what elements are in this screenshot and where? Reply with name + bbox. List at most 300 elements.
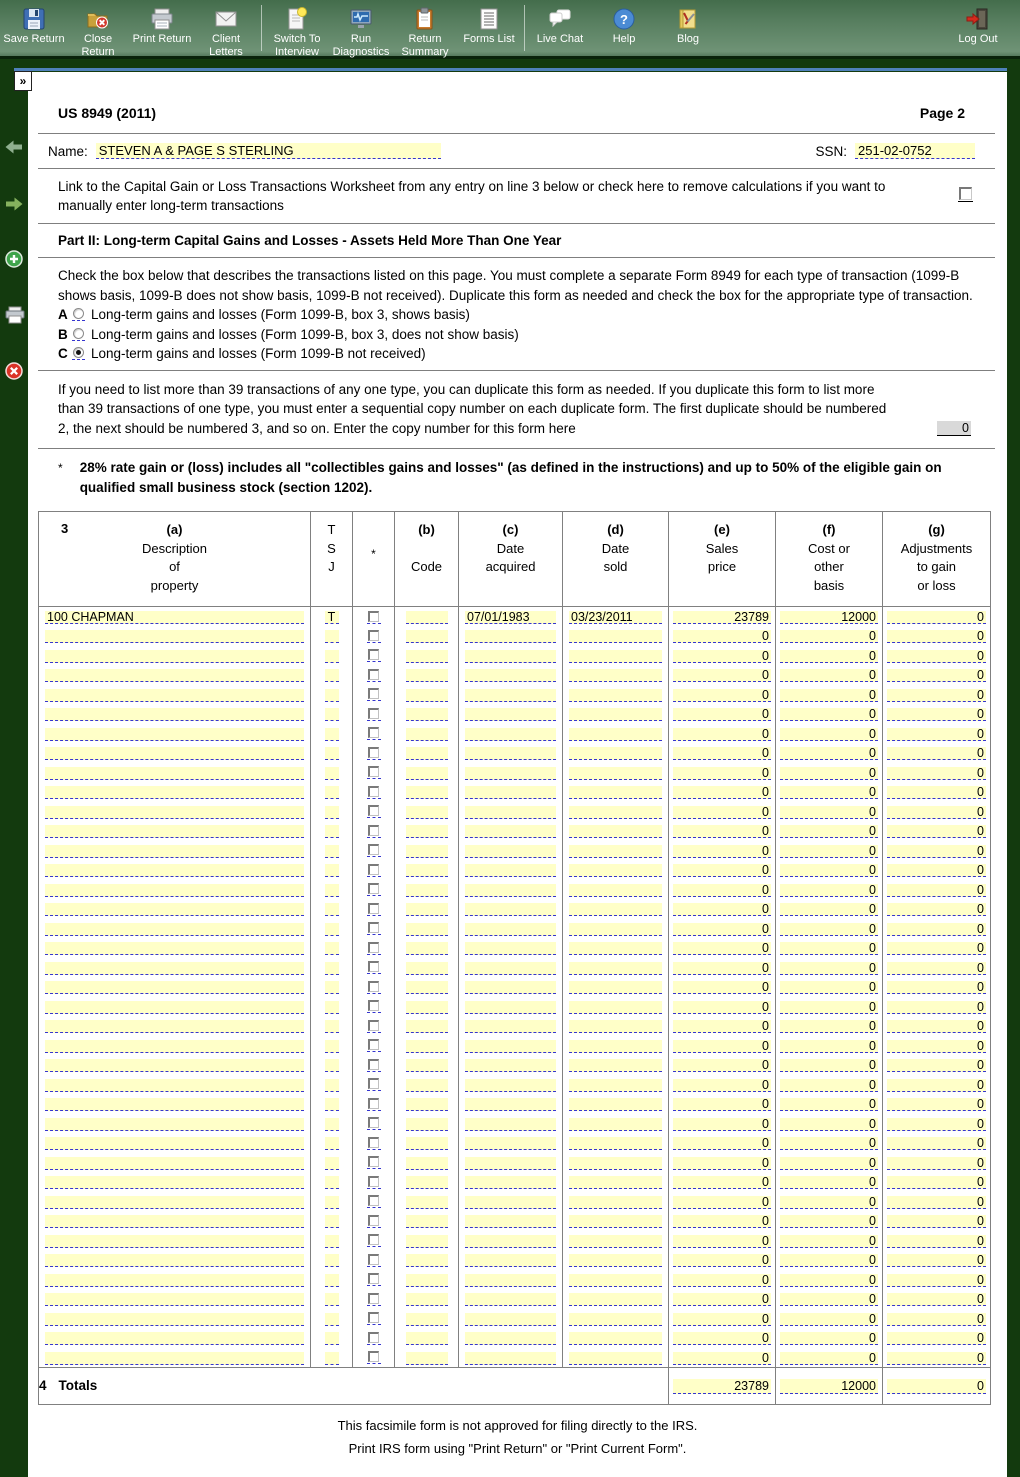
tsj-field[interactable]	[325, 1274, 339, 1287]
adjustments-field[interactable]: 0	[887, 942, 986, 955]
sales-price-field[interactable]: 0	[673, 767, 771, 780]
code-field[interactable]	[406, 650, 448, 663]
description-field[interactable]	[45, 630, 304, 643]
tsj-field[interactable]	[325, 786, 339, 799]
description-field[interactable]	[45, 786, 304, 799]
live-chat-button[interactable]	[528, 3, 592, 46]
sales-price-field[interactable]: 0	[673, 923, 771, 936]
code-field[interactable]	[406, 1176, 448, 1189]
cost-basis-field[interactable]: 0	[780, 1215, 878, 1228]
sales-price-field[interactable]: 0	[673, 1313, 771, 1326]
collectibles-star-checkbox[interactable]	[368, 1254, 379, 1265]
adjustments-field[interactable]: 0	[887, 786, 986, 799]
adjustments-field[interactable]: 0	[887, 923, 986, 936]
adjustments-field[interactable]: 0	[887, 806, 986, 819]
collectibles-star-checkbox[interactable]	[368, 1215, 379, 1226]
date-sold-field[interactable]	[569, 942, 662, 955]
collectibles-star-checkbox[interactable]	[368, 688, 379, 699]
date-acquired-field[interactable]	[465, 845, 556, 858]
tsj-field[interactable]	[325, 1118, 339, 1131]
back-arrow-icon[interactable]	[5, 140, 23, 159]
code-field[interactable]	[406, 630, 448, 643]
date-sold-field[interactable]	[569, 1274, 662, 1287]
code-field[interactable]	[406, 1274, 448, 1287]
cost-basis-field[interactable]: 0	[780, 786, 878, 799]
collectibles-star-checkbox[interactable]	[368, 669, 379, 680]
adjustments-field[interactable]: 0	[887, 884, 986, 897]
option-b-radio[interactable]	[72, 328, 85, 341]
cost-basis-field[interactable]: 0	[780, 1059, 878, 1072]
collectibles-star-checkbox[interactable]	[368, 825, 379, 836]
collectibles-star-checkbox[interactable]	[368, 1137, 379, 1148]
code-field[interactable]	[406, 923, 448, 936]
adjustments-field[interactable]: 0	[887, 1157, 986, 1170]
cost-basis-field[interactable]: 0	[780, 1098, 878, 1111]
tsj-field[interactable]	[325, 1254, 339, 1267]
cost-basis-field[interactable]: 0	[780, 1196, 878, 1209]
cost-basis-field[interactable]: 0	[780, 1293, 878, 1306]
description-field[interactable]	[45, 1332, 304, 1345]
adjustments-field[interactable]: 0	[887, 864, 986, 877]
description-field[interactable]	[45, 1313, 304, 1326]
date-acquired-field[interactable]	[465, 1254, 556, 1267]
collectibles-star-checkbox[interactable]	[368, 1332, 379, 1343]
date-acquired-field[interactable]	[465, 1274, 556, 1287]
switch-to-interview-button[interactable]	[265, 3, 329, 59]
sales-price-field[interactable]: 0	[673, 1118, 771, 1131]
description-field[interactable]	[45, 1118, 304, 1131]
cost-basis-field[interactable]: 0	[780, 747, 878, 760]
code-field[interactable]	[406, 1020, 448, 1033]
sales-price-field[interactable]: 0	[673, 806, 771, 819]
collectibles-star-checkbox[interactable]	[368, 727, 379, 738]
tsj-field[interactable]	[325, 1079, 339, 1092]
sales-price-field[interactable]: 0	[673, 1215, 771, 1228]
description-field[interactable]	[45, 1020, 304, 1033]
date-acquired-field[interactable]	[465, 1040, 556, 1053]
run-diagnostics-button[interactable]	[329, 3, 393, 59]
cost-basis-field[interactable]: 0	[780, 1332, 878, 1345]
adjustments-field[interactable]: 0	[887, 1098, 986, 1111]
collectibles-star-checkbox[interactable]	[368, 981, 379, 992]
date-sold-field[interactable]	[569, 1040, 662, 1053]
date-acquired-field[interactable]	[465, 923, 556, 936]
cost-basis-field[interactable]: 0	[780, 884, 878, 897]
code-field[interactable]	[406, 1001, 448, 1014]
manual-entry-checkbox[interactable]	[958, 187, 973, 202]
sales-price-field[interactable]: 0	[673, 1157, 771, 1170]
cost-basis-field[interactable]: 0	[780, 942, 878, 955]
date-sold-field[interactable]	[569, 689, 662, 702]
tsj-field[interactable]	[325, 1352, 339, 1365]
sales-price-field[interactable]: 0	[673, 1196, 771, 1209]
date-sold-field[interactable]	[569, 1332, 662, 1345]
date-acquired-field[interactable]	[465, 825, 556, 838]
cost-basis-field[interactable]: 0	[780, 1040, 878, 1053]
code-field[interactable]	[406, 708, 448, 721]
code-field[interactable]	[406, 942, 448, 955]
checkbox-box[interactable]	[959, 187, 972, 200]
sales-price-field[interactable]: 0	[673, 728, 771, 741]
sales-price-field[interactable]: 0	[673, 1176, 771, 1189]
code-field[interactable]	[406, 981, 448, 994]
tsj-field[interactable]: T	[325, 611, 339, 624]
collectibles-star-checkbox[interactable]	[368, 1020, 379, 1031]
date-acquired-field[interactable]	[465, 747, 556, 760]
sidebar-expander-tab[interactable]: »	[14, 71, 32, 91]
taxpayer-name-field[interactable]: STEVEN A & PAGE S STERLING	[96, 143, 441, 159]
tsj-field[interactable]	[325, 1040, 339, 1053]
description-field[interactable]	[45, 1274, 304, 1287]
cost-basis-field[interactable]: 0	[780, 1118, 878, 1131]
cost-basis-field[interactable]: 0	[780, 708, 878, 721]
tsj-field[interactable]	[325, 708, 339, 721]
tsj-field[interactable]	[325, 728, 339, 741]
description-field[interactable]	[45, 923, 304, 936]
cost-basis-field[interactable]: 0	[780, 1235, 878, 1248]
adjustments-field[interactable]: 0	[887, 728, 986, 741]
tsj-field[interactable]	[325, 1137, 339, 1150]
date-acquired-field[interactable]	[465, 1332, 556, 1345]
code-field[interactable]	[406, 1215, 448, 1228]
cost-basis-field[interactable]: 0	[780, 981, 878, 994]
sales-price-field[interactable]: 0	[673, 650, 771, 663]
tsj-field[interactable]	[325, 942, 339, 955]
description-field[interactable]	[45, 825, 304, 838]
collectibles-star-checkbox[interactable]	[368, 611, 379, 622]
adjustments-field[interactable]: 0	[887, 962, 986, 975]
date-acquired-field[interactable]	[465, 1118, 556, 1131]
collectibles-star-checkbox[interactable]	[368, 1234, 379, 1245]
tsj-field[interactable]	[325, 1235, 339, 1248]
description-field[interactable]	[45, 689, 304, 702]
tsj-field[interactable]	[325, 962, 339, 975]
sales-price-field[interactable]: 0	[673, 845, 771, 858]
collectibles-star-checkbox[interactable]	[368, 1117, 379, 1128]
code-field[interactable]	[406, 1196, 448, 1209]
date-sold-field[interactable]	[569, 1001, 662, 1014]
code-field[interactable]	[406, 728, 448, 741]
add-form-icon[interactable]	[5, 250, 23, 273]
date-acquired-field[interactable]	[465, 1001, 556, 1014]
cost-basis-field[interactable]: 0	[780, 728, 878, 741]
adjustments-field[interactable]: 0	[887, 1293, 986, 1306]
tsj-field[interactable]	[325, 1059, 339, 1072]
date-acquired-field[interactable]	[465, 1235, 556, 1248]
adjustments-field[interactable]: 0	[887, 825, 986, 838]
cost-basis-field[interactable]: 0	[780, 650, 878, 663]
cost-basis-field[interactable]: 0	[780, 767, 878, 780]
date-acquired-field[interactable]: 07/01/1983	[465, 611, 556, 624]
date-acquired-field[interactable]	[465, 864, 556, 877]
tsj-field[interactable]	[325, 1215, 339, 1228]
sales-price-field[interactable]: 0	[673, 825, 771, 838]
adjustments-field[interactable]: 0	[887, 1118, 986, 1131]
sales-price-field[interactable]: 0	[673, 942, 771, 955]
description-field[interactable]	[45, 1001, 304, 1014]
date-acquired-field[interactable]	[465, 1215, 556, 1228]
option-c-radio[interactable]	[72, 347, 85, 360]
adjustments-field[interactable]: 0	[887, 1176, 986, 1189]
option-a-radio[interactable]	[72, 308, 85, 321]
sales-price-field[interactable]: 0	[673, 962, 771, 975]
adjustments-field[interactable]: 0	[887, 1137, 986, 1150]
description-field[interactable]	[45, 728, 304, 741]
adjustments-field[interactable]: 0	[887, 845, 986, 858]
date-sold-field[interactable]	[569, 806, 662, 819]
description-field[interactable]	[45, 1235, 304, 1248]
date-sold-field[interactable]	[569, 864, 662, 877]
adjustments-field[interactable]: 0	[887, 1020, 986, 1033]
code-field[interactable]	[406, 903, 448, 916]
code-field[interactable]	[406, 1059, 448, 1072]
tsj-field[interactable]	[325, 1020, 339, 1033]
save-return-button[interactable]	[2, 3, 66, 46]
code-field[interactable]	[406, 1254, 448, 1267]
cost-basis-field[interactable]: 0	[780, 1274, 878, 1287]
description-field[interactable]	[45, 1176, 304, 1189]
description-field[interactable]	[45, 845, 304, 858]
code-field[interactable]	[406, 1235, 448, 1248]
date-acquired-field[interactable]	[465, 942, 556, 955]
description-field[interactable]	[45, 1137, 304, 1150]
code-field[interactable]	[406, 786, 448, 799]
date-sold-field[interactable]	[569, 1235, 662, 1248]
date-acquired-field[interactable]	[465, 1313, 556, 1326]
date-sold-field[interactable]	[569, 1254, 662, 1267]
sales-price-field[interactable]: 0	[673, 1001, 771, 1014]
collectibles-star-checkbox[interactable]	[368, 1078, 379, 1089]
collectibles-star-checkbox[interactable]	[368, 1195, 379, 1206]
adjustments-field[interactable]: 0	[887, 650, 986, 663]
adjustments-field[interactable]: 0	[887, 903, 986, 916]
description-field[interactable]	[45, 650, 304, 663]
tsj-field[interactable]	[325, 903, 339, 916]
description-field[interactable]	[45, 942, 304, 955]
forward-arrow-icon[interactable]	[5, 197, 23, 216]
log-out-button[interactable]	[946, 3, 1010, 46]
date-acquired-field[interactable]	[465, 1196, 556, 1209]
date-acquired-field[interactable]	[465, 650, 556, 663]
date-sold-field[interactable]	[569, 669, 662, 682]
collectibles-star-checkbox[interactable]	[368, 1273, 379, 1284]
print-return-button[interactable]	[130, 3, 194, 46]
description-field[interactable]	[45, 1059, 304, 1072]
cost-basis-field[interactable]: 12000	[780, 611, 878, 624]
adjustments-field[interactable]: 0	[887, 1274, 986, 1287]
tsj-field[interactable]	[325, 1313, 339, 1326]
sales-price-field[interactable]: 0	[673, 786, 771, 799]
code-field[interactable]	[406, 1137, 448, 1150]
cost-basis-field[interactable]: 0	[780, 903, 878, 916]
sales-price-field[interactable]: 0	[673, 1059, 771, 1072]
description-field[interactable]	[45, 1254, 304, 1267]
date-acquired-field[interactable]	[465, 1137, 556, 1150]
date-acquired-field[interactable]	[465, 1157, 556, 1170]
cost-basis-field[interactable]: 0	[780, 669, 878, 682]
ssn-field[interactable]: 251-02-0752	[855, 143, 975, 159]
adjustments-field[interactable]: 0	[887, 767, 986, 780]
collectibles-star-checkbox[interactable]	[368, 883, 379, 894]
close-return-button[interactable]	[66, 3, 130, 59]
collectibles-star-checkbox[interactable]	[368, 708, 379, 719]
date-sold-field[interactable]	[569, 630, 662, 643]
date-sold-field[interactable]	[569, 981, 662, 994]
date-acquired-field[interactable]	[465, 1098, 556, 1111]
date-acquired-field[interactable]	[465, 1293, 556, 1306]
sales-price-field[interactable]: 0	[673, 1332, 771, 1345]
cost-basis-field[interactable]: 0	[780, 1254, 878, 1267]
code-field[interactable]	[406, 1293, 448, 1306]
code-field[interactable]	[406, 1040, 448, 1053]
tsj-field[interactable]	[325, 806, 339, 819]
collectibles-star-checkbox[interactable]	[368, 786, 379, 797]
description-field[interactable]	[45, 767, 304, 780]
collectibles-star-checkbox[interactable]	[368, 747, 379, 758]
description-field[interactable]	[45, 864, 304, 877]
collectibles-star-checkbox[interactable]	[368, 1098, 379, 1109]
collectibles-star-checkbox[interactable]	[368, 630, 379, 641]
description-field[interactable]	[45, 747, 304, 760]
tsj-field[interactable]	[325, 981, 339, 994]
delete-form-icon[interactable]	[5, 362, 23, 385]
adjustments-field[interactable]: 0	[887, 1215, 986, 1228]
collectibles-star-checkbox[interactable]	[368, 1000, 379, 1011]
date-acquired-field[interactable]	[465, 1352, 556, 1365]
tsj-field[interactable]	[325, 630, 339, 643]
date-acquired-field[interactable]	[465, 1079, 556, 1092]
date-sold-field[interactable]	[569, 1118, 662, 1131]
code-field[interactable]	[406, 825, 448, 838]
help-button[interactable]	[592, 3, 656, 46]
adjustments-field[interactable]: 0	[887, 1254, 986, 1267]
description-field[interactable]	[45, 1079, 304, 1092]
date-sold-field[interactable]	[569, 884, 662, 897]
date-acquired-field[interactable]	[465, 630, 556, 643]
collectibles-star-checkbox[interactable]	[368, 961, 379, 972]
tsj-field[interactable]	[325, 650, 339, 663]
date-acquired-field[interactable]	[465, 1020, 556, 1033]
return-summary-button[interactable]	[393, 3, 457, 59]
code-field[interactable]	[406, 845, 448, 858]
sales-price-field[interactable]: 0	[673, 1020, 771, 1033]
code-field[interactable]	[406, 669, 448, 682]
adjustments-field[interactable]: 0	[887, 611, 986, 624]
description-field[interactable]	[45, 1098, 304, 1111]
code-field[interactable]	[406, 747, 448, 760]
sales-price-field[interactable]: 0	[673, 1293, 771, 1306]
code-field[interactable]	[406, 864, 448, 877]
tsj-field[interactable]	[325, 1098, 339, 1111]
sales-price-field[interactable]: 0	[673, 1040, 771, 1053]
forms-list-button[interactable]	[457, 3, 521, 46]
client-letters-button[interactable]	[194, 3, 258, 59]
collectibles-star-checkbox[interactable]	[368, 1156, 379, 1167]
description-field[interactable]	[45, 1040, 304, 1053]
sales-price-field[interactable]: 0	[673, 1352, 771, 1365]
adjustments-field[interactable]: 0	[887, 747, 986, 760]
tsj-field[interactable]	[325, 1196, 339, 1209]
adjustments-field[interactable]: 0	[887, 630, 986, 643]
cost-basis-field[interactable]: 0	[780, 864, 878, 877]
tsj-field[interactable]	[325, 1293, 339, 1306]
cost-basis-field[interactable]: 0	[780, 1157, 878, 1170]
cost-basis-field[interactable]: 0	[780, 1020, 878, 1033]
date-sold-field[interactable]	[569, 1215, 662, 1228]
date-sold-field[interactable]	[569, 747, 662, 760]
date-acquired-field[interactable]	[465, 728, 556, 741]
code-field[interactable]	[406, 689, 448, 702]
date-sold-field[interactable]	[569, 1313, 662, 1326]
description-field[interactable]	[45, 1352, 304, 1365]
date-acquired-field[interactable]	[465, 806, 556, 819]
radio-circle[interactable]	[73, 328, 84, 339]
collectibles-star-checkbox[interactable]	[368, 844, 379, 855]
collectibles-star-checkbox[interactable]	[368, 766, 379, 777]
date-acquired-field[interactable]	[465, 962, 556, 975]
sales-price-field[interactable]: 0	[673, 884, 771, 897]
code-field[interactable]	[406, 1332, 448, 1345]
date-sold-field[interactable]	[569, 1157, 662, 1170]
tsj-field[interactable]	[325, 689, 339, 702]
description-field[interactable]	[45, 708, 304, 721]
tsj-field[interactable]	[325, 864, 339, 877]
tsj-field[interactable]	[325, 845, 339, 858]
tsj-field[interactable]	[325, 1332, 339, 1345]
radio-circle[interactable]	[73, 308, 84, 319]
sales-price-field[interactable]: 0	[673, 1098, 771, 1111]
sales-price-field[interactable]: 0	[673, 1235, 771, 1248]
sales-price-field[interactable]: 0	[673, 903, 771, 916]
tsj-field[interactable]	[325, 767, 339, 780]
adjustments-field[interactable]: 0	[887, 689, 986, 702]
sales-price-field[interactable]: 0	[673, 689, 771, 702]
totals-cost-basis-field[interactable]: 12000	[780, 1379, 878, 1394]
date-acquired-field[interactable]	[465, 981, 556, 994]
adjustments-field[interactable]: 0	[887, 1332, 986, 1345]
date-sold-field[interactable]	[569, 1098, 662, 1111]
collectibles-star-checkbox[interactable]	[368, 1312, 379, 1323]
date-acquired-field[interactable]	[465, 903, 556, 916]
code-field[interactable]	[406, 1079, 448, 1092]
collectibles-star-checkbox[interactable]	[368, 1176, 379, 1187]
date-sold-field[interactable]	[569, 825, 662, 838]
sales-price-field[interactable]: 0	[673, 630, 771, 643]
cost-basis-field[interactable]: 0	[780, 1313, 878, 1326]
blog-button[interactable]	[656, 3, 720, 46]
sales-price-field[interactable]: 0	[673, 747, 771, 760]
cost-basis-field[interactable]: 0	[780, 825, 878, 838]
date-acquired-field[interactable]	[465, 786, 556, 799]
date-acquired-field[interactable]	[465, 669, 556, 682]
date-sold-field[interactable]	[569, 1059, 662, 1072]
cost-basis-field[interactable]: 0	[780, 1176, 878, 1189]
date-sold-field[interactable]	[569, 708, 662, 721]
sales-price-field[interactable]: 0	[673, 1079, 771, 1092]
date-sold-field[interactable]	[569, 1079, 662, 1092]
adjustments-field[interactable]: 0	[887, 1235, 986, 1248]
date-acquired-field[interactable]	[465, 1059, 556, 1072]
code-field[interactable]	[406, 806, 448, 819]
collectibles-star-checkbox[interactable]	[368, 864, 379, 875]
cost-basis-field[interactable]: 0	[780, 1352, 878, 1365]
date-sold-field[interactable]	[569, 786, 662, 799]
description-field[interactable]	[45, 1215, 304, 1228]
code-field[interactable]	[406, 611, 448, 624]
code-field[interactable]	[406, 884, 448, 897]
collectibles-star-checkbox[interactable]	[368, 649, 379, 660]
date-sold-field[interactable]	[569, 1293, 662, 1306]
